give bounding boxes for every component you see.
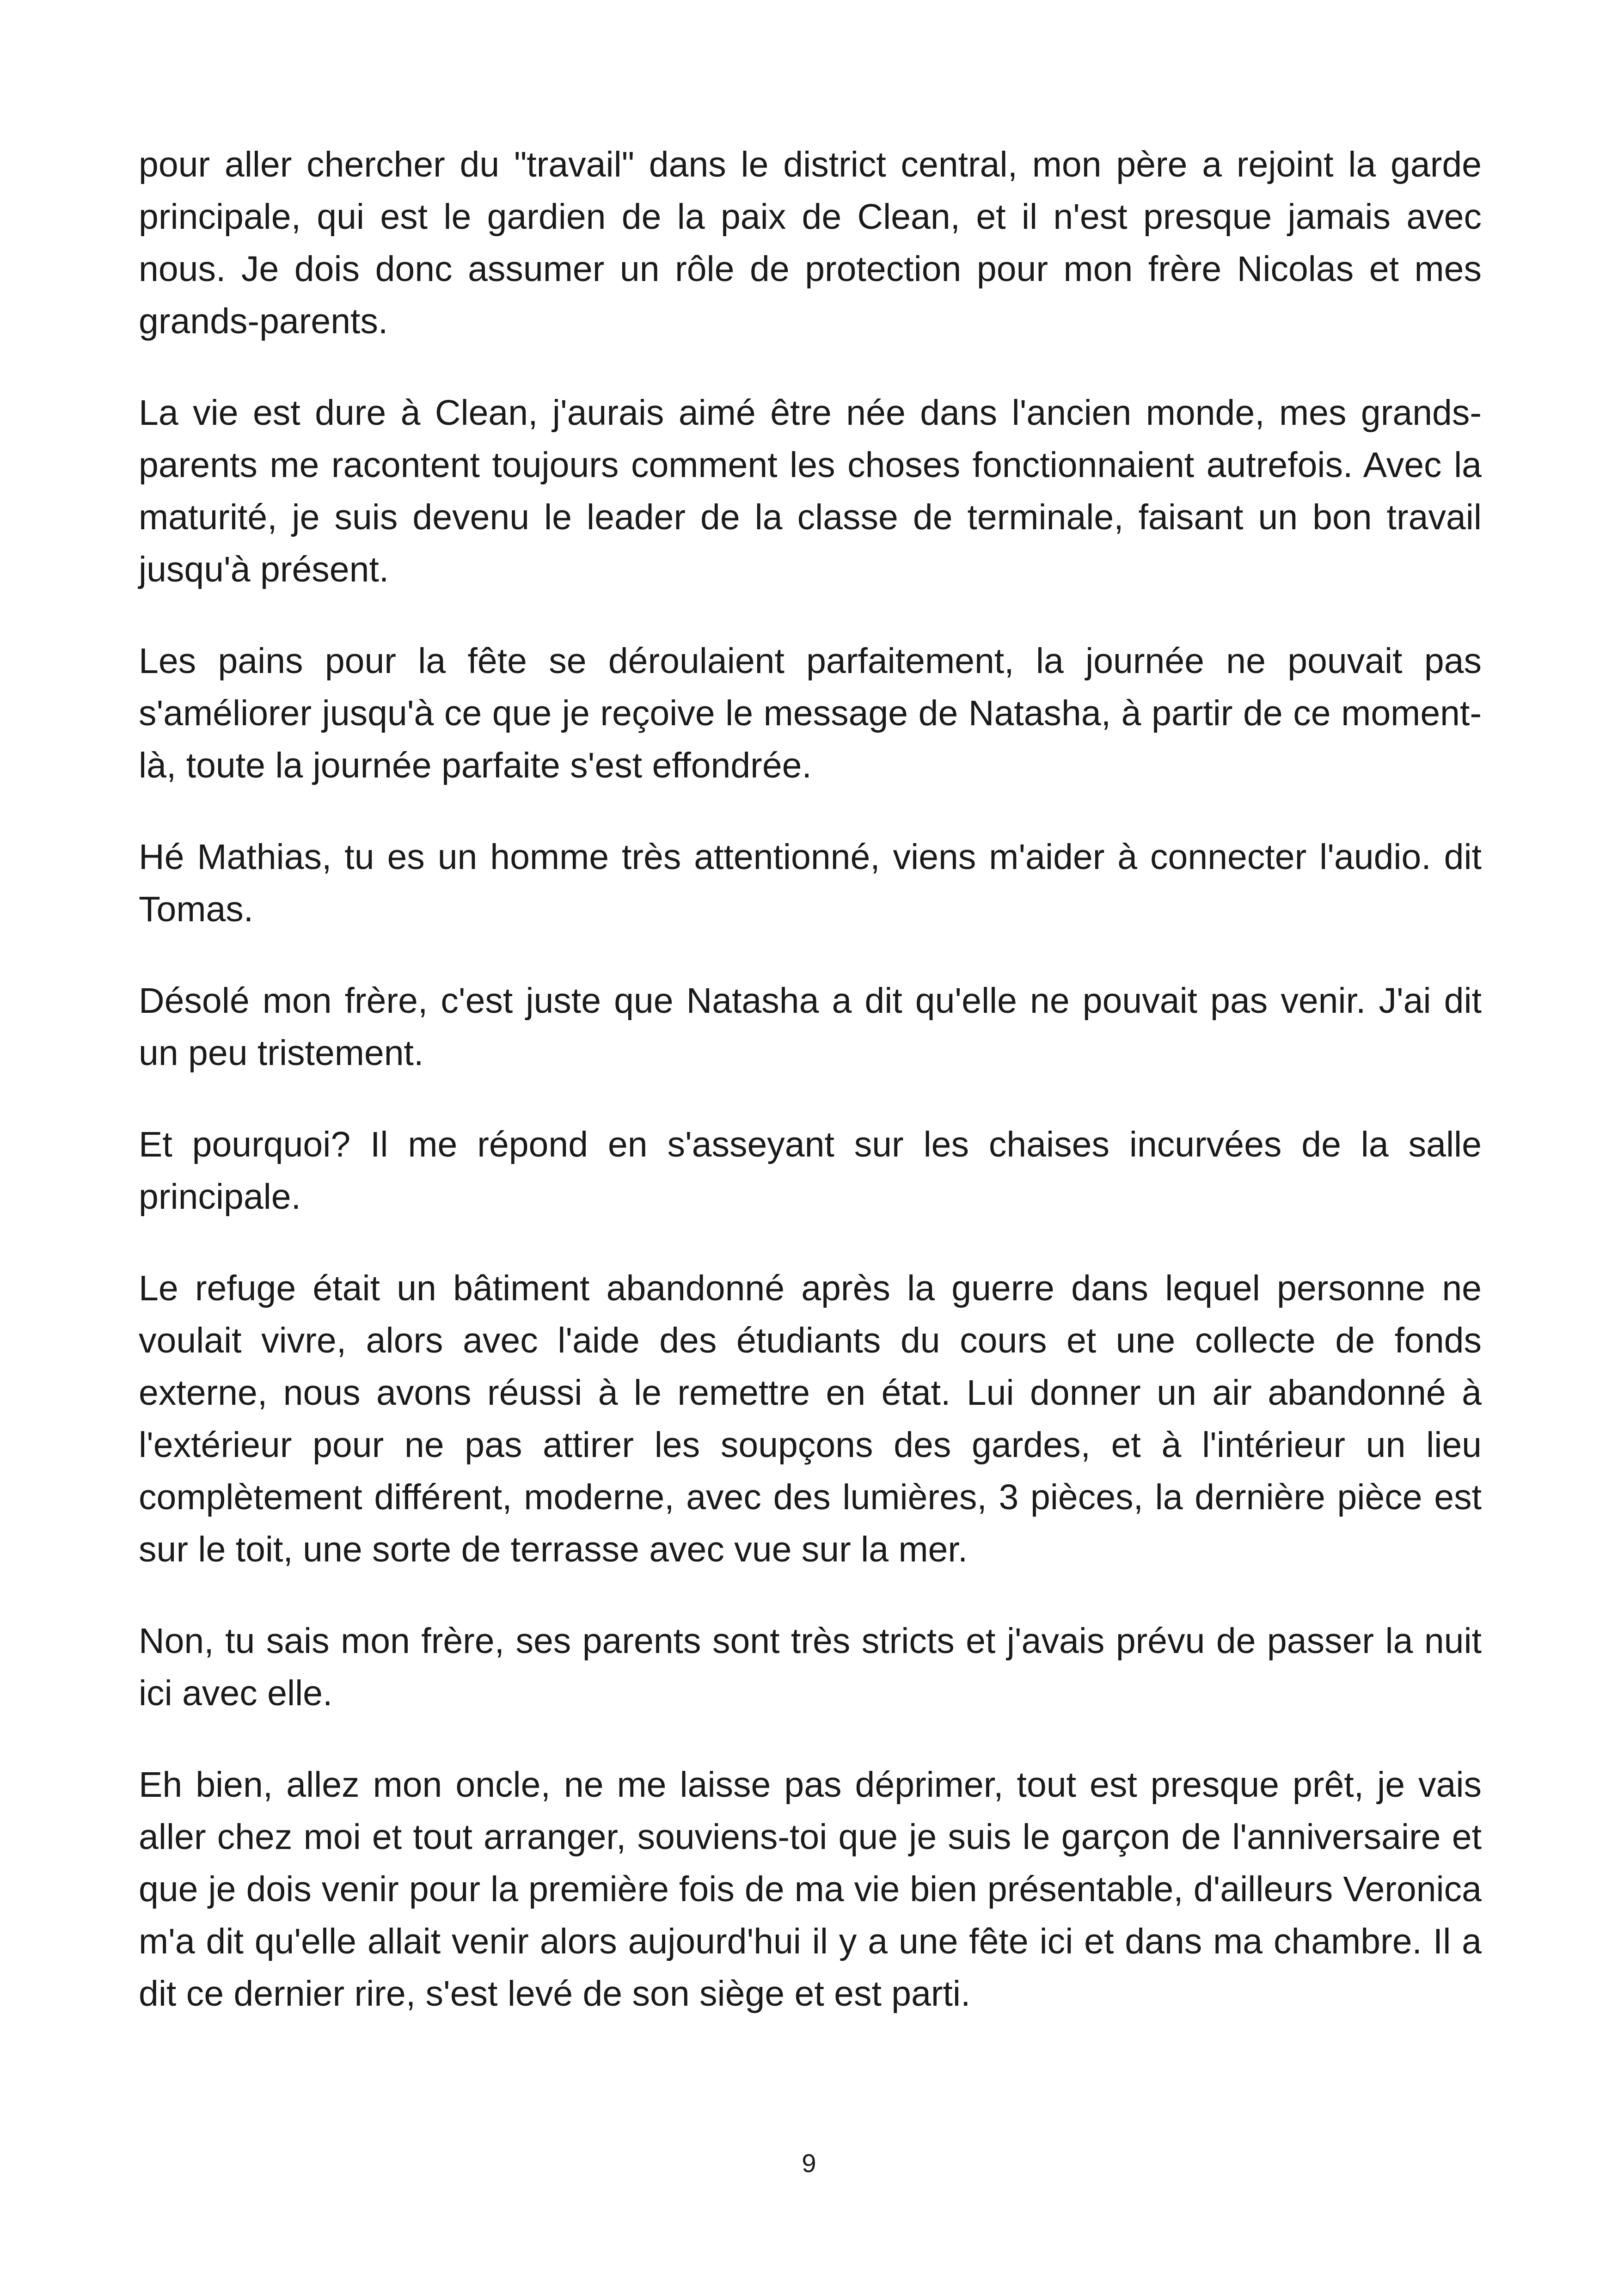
- paragraph: Le refuge était un bâtiment abandonné après la guerre dans lequel personne ne voulait vivre, alors avec l'aide des étudiants du cours et une collecte de fonds externe, nous avons réussi à le remettre en état. Lui donner un air abandonné à l'extérieur pour ne pas attirer les soupçons des gardes, et à l'intérieur un lieu complètement différent, moderne, avec des lumières, 3 pièces, la dernière pièce est sur le toit, une sorte de terrasse avec vue sur la mer.: [139, 1268, 1482, 1569]
- paragraph: Eh bien, allez mon oncle, ne me laisse pas déprimer, tout est presque prêt, je vais aller chez moi et tout arranger, souviens-toi que je suis le garçon de l'anniversaire et que je dois venir pour la première fois de ma vie bien présentable, d'ailleurs Veronica m'a dit qu'elle allait venir alors aujourd'hui il y a une fête ici et dans ma chambre. Il a dit ce dernier rire, s'est levé de son siège et est parti.: [139, 1765, 1482, 2014]
- paragraph: Désolé mon frère, c'est juste que Natasha a dit qu'elle ne pouvait pas venir. J'ai dit un peu tristement.: [139, 981, 1482, 1073]
- page-body: [139, 139, 1482, 2059]
- paragraph: pour aller chercher du "travail" dans le district central, mon père a rejoint la garde principale, qui est le gardien de la paix de Clean, et il n'est presque jamais avec nous. Je dois donc assumer un rôle de protection pour mon frère Nicolas et mes grands-parents.: [139, 145, 1482, 341]
- paragraph: Les pains pour la fête se déroulaient parfaitement, la journée ne pouvait pas s'améliorer jusqu'à ce que je reçoive le message de Natasha, à partir de ce moment-là, toute la journée parfaite s'est effondrée.: [139, 641, 1482, 785]
- paragraph: La vie est dure à Clean, j'aurais aimé être née dans l'ancien monde, mes grands-parents me racontent toujours comment les choses fonctionnaient autrefois. Avec la maturité, je suis devenu le leader de la classe de terminale, faisant un bon travail jusqu'à présent.: [139, 393, 1482, 589]
- paragraph: Hé Mathias, tu es un homme très attentionné, viens m'aider à connecter l'audio. dit Tomas.: [139, 837, 1482, 929]
- paragraph: Non, tu sais mon frère, ses parents sont très stricts et j'avais prévu de passer la nuit ici avec elle.: [139, 1621, 1482, 1713]
- paragraph: Et pourquoi? Il me répond en s'asseyant sur les chaises incurvées de la salle principale.: [139, 1125, 1482, 1217]
- page-number: 9: [802, 2149, 816, 2178]
